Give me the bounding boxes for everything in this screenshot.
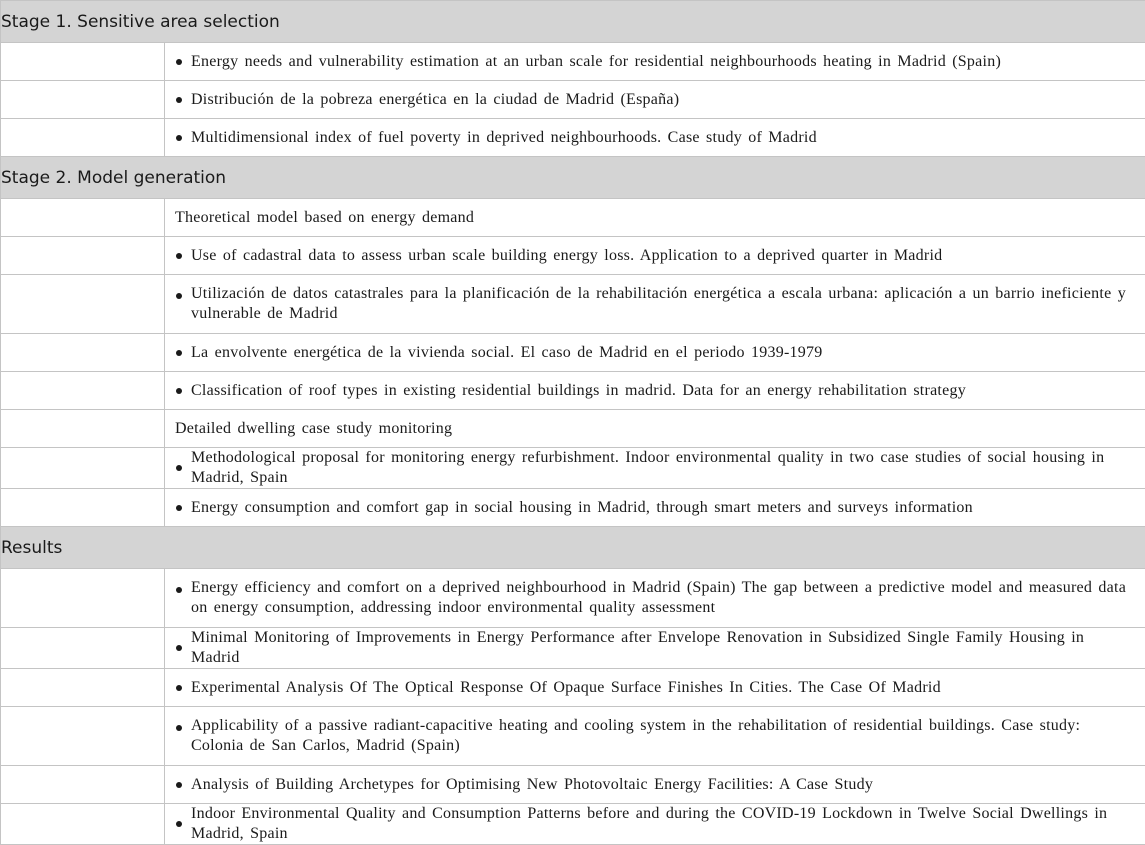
empty-cell <box>1 707 165 766</box>
table-body <box>1 1 1145 845</box>
table-row <box>1 448 1145 489</box>
bullet-icon <box>176 135 182 141</box>
reference-cell <box>165 707 1145 766</box>
table-row <box>1 489 1145 527</box>
empty-cell <box>1 237 165 275</box>
empty-cell <box>1 199 165 237</box>
subheading-text: Theoretical model based on energy demand <box>175 208 1137 228</box>
table-row <box>1 628 1145 669</box>
reference-title: Distribución de la pobreza energética en la ciudad de Madrid (España) <box>191 90 1137 110</box>
bullet-icon <box>176 685 182 691</box>
empty-cell <box>1 334 165 372</box>
empty-cell <box>1 669 165 707</box>
reference-title: Utilización de datos catastrales para la planificación de la rehabilitación energética a escala urbana: aplicación a un barrio ineficiente y vulnerable de Madrid <box>191 284 1137 324</box>
empty-cell <box>1 628 165 669</box>
reference-title: Energy consumption and comfort gap in social housing in Madrid, through smart meters and surveys information <box>191 498 1137 518</box>
subheading-text: Detailed dwelling case study monitoring <box>175 419 1137 439</box>
reference-title: Multidimensional index of fuel poverty in deprived neighbourhoods. Case study of Madrid <box>191 128 1137 148</box>
section-header-row <box>1 157 1145 199</box>
reference-title: Applicability of a passive radiant-capacitive heating and cooling system in the rehabilitation of residential buildings. Case study: Colonia de San Carlos, Madrid (Spain) <box>191 716 1137 756</box>
table-row <box>1 410 1145 448</box>
table-row <box>1 237 1145 275</box>
table-row <box>1 81 1145 119</box>
section-title: Results <box>1 527 1145 569</box>
subheading-cell <box>165 199 1145 237</box>
table-row <box>1 804 1145 845</box>
table-row <box>1 669 1145 707</box>
reference-title: Energy needs and vulnerability estimation at an urban scale for residential neighbourhoods heating in Madrid (Spain) <box>191 52 1137 72</box>
reference-cell <box>165 489 1145 527</box>
table-row <box>1 766 1145 804</box>
empty-cell <box>1 410 165 448</box>
reference-title: Methodological proposal for monitoring energy refurbishment. Indoor environmental quality in two case studies of social housing in Madrid, Spain <box>191 448 1137 488</box>
reference-title: Classification of roof types in existing residential buildings in madrid. Data for an energy rehabilitation strategy <box>191 381 1137 401</box>
reference-cell <box>165 43 1145 81</box>
bullet-icon <box>176 465 182 471</box>
reference-cell <box>165 448 1145 489</box>
reference-cell <box>165 669 1145 707</box>
empty-cell <box>1 372 165 410</box>
bullet-icon <box>176 388 182 394</box>
empty-cell <box>1 766 165 804</box>
empty-cell <box>1 43 165 81</box>
reference-cell <box>165 237 1145 275</box>
empty-cell <box>1 275 165 334</box>
table-row <box>1 569 1145 628</box>
table-row <box>1 275 1145 334</box>
table-row <box>1 119 1145 157</box>
reference-title: La envolvente energética de la vivienda social. El caso de Madrid en el periodo 1939-1979 <box>191 343 1137 363</box>
reference-title: Use of cadastral data to assess urban scale building energy loss. Application to a deprived quarter in Madrid <box>191 246 1137 266</box>
subheading-cell <box>165 410 1145 448</box>
bullet-icon <box>176 587 182 593</box>
reference-cell <box>165 628 1145 669</box>
table-row <box>1 334 1145 372</box>
section-title: Stage 2. Model generation <box>1 157 1145 199</box>
reference-cell <box>165 766 1145 804</box>
bullet-icon <box>176 59 182 65</box>
reference-title: Experimental Analysis Of The Optical Response Of Opaque Surface Finishes In Cities. The Case Of Madrid <box>191 678 1137 698</box>
reference-title: Indoor Environmental Quality and Consumption Patterns before and during the COVID-19 Lockdown in Twelve Social Dwellings in Madrid, Spain <box>191 804 1137 844</box>
section-title: Stage 1. Sensitive area selection <box>1 1 1145 43</box>
empty-cell <box>1 804 165 845</box>
bullet-icon <box>176 645 182 651</box>
bullet-icon <box>176 725 182 731</box>
table-row <box>1 43 1145 81</box>
reference-cell <box>165 569 1145 628</box>
empty-cell <box>1 119 165 157</box>
reference-cell <box>165 275 1145 334</box>
table-row <box>1 372 1145 410</box>
reference-cell <box>165 372 1145 410</box>
bullet-icon <box>176 350 182 356</box>
bullet-icon <box>176 782 182 788</box>
bullet-icon <box>176 293 182 299</box>
table-row <box>1 199 1145 237</box>
reference-title: Minimal Monitoring of Improvements in Energy Performance after Envelope Renovation in Subsidized Single Family Housing in Madrid <box>191 628 1137 668</box>
bullet-icon <box>176 253 182 259</box>
bullet-icon <box>176 821 182 827</box>
reference-cell <box>165 81 1145 119</box>
empty-cell <box>1 569 165 628</box>
bullet-icon <box>176 97 182 103</box>
reference-title: Energy efficiency and comfort on a deprived neighbourhood in Madrid (Spain) The gap between a predictive model and measured data on energy consumption, addressing indoor environmental quality assessment <box>191 578 1137 618</box>
empty-cell <box>1 489 165 527</box>
section-header-row <box>1 527 1145 569</box>
reference-cell <box>165 119 1145 157</box>
section-header-row <box>1 1 1145 43</box>
empty-cell <box>1 448 165 489</box>
table-row <box>1 707 1145 766</box>
reference-title: Analysis of Building Archetypes for Optimising New Photovoltaic Energy Facilities: A Case Study <box>191 775 1137 795</box>
reference-cell <box>165 334 1145 372</box>
bullet-icon <box>176 505 182 511</box>
reference-cell <box>165 804 1145 845</box>
empty-cell <box>1 81 165 119</box>
